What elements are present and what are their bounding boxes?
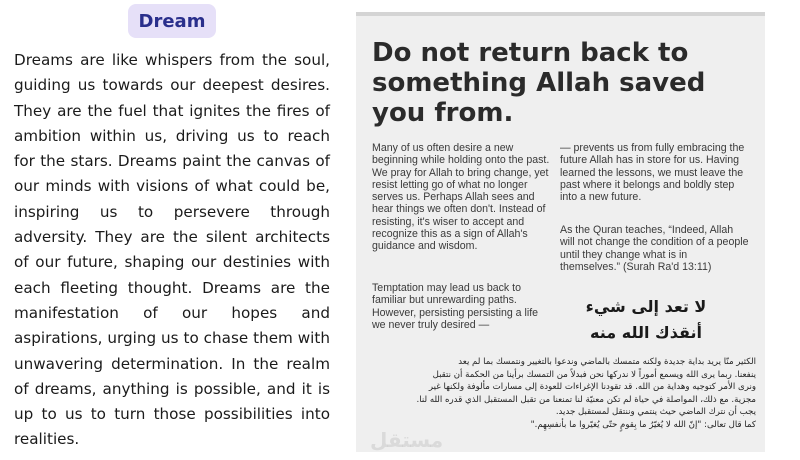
column-1-paragraph-2: [372, 282, 550, 331]
arabic-line-1: الكثير منّا يريد بداية جديدة ولكنه متمسك بالماضي وندعوا بالتغيير ونتمسك بما لم يعد: [458, 357, 756, 367]
arabic-body: [368, 356, 756, 431]
arabic-line-4: مجزية. مع ذلك، المواصلة في حياة لم تكن معنيّة لنا تمنعنا من تقبل المستقبل الذي قدره الله لنا.: [416, 394, 756, 405]
dream-paragraph: Dreams are like whispers from the soul, guiding us towards our deepest desires. They are the fuel that ignites the fires of ambition within us, driving us to reach for the stars. Dreams paint the canvas of our minds with visions of what could be, inspiring us to persevere through adversity. They are the silent architects of our future, shaping our destinies with each fleeting thought. Dreams are the manifestation of our hopes and aspirations, urging us to chase them with unwavering determination. In the realm of dreams, anything is possible, and it is up to us to turn those possibilities into realities.: [14, 51, 330, 449]
arabic-title-line-2: أنقذك الله منه: [590, 323, 702, 342]
left-panel: [0, 0, 350, 460]
article-clipping: [356, 12, 765, 452]
column-1-text-1: Many of us often desire a new beginning while holding onto the past. We pray for Allah to bring change, yet resist letting go of what no longer serves us. Perhaps Allah sees and hear things we often don't. Instead of resisting, it's wiser to accept and recognize this as a sign of Allah's guidance and wisdom.: [372, 142, 550, 253]
arabic-line-3: ونرى الأمر كتوجيه وهداية من الله. قد تقودنا الإغراءات للعودة إلى مسارات مألوفة ولكنها غير: [428, 382, 756, 392]
arabic-line-5: يجب أن نترك الماضي حيث ينتمي وننتقل لمستقبل جديد.: [555, 407, 756, 417]
column-1-paragraph-1: [372, 142, 550, 253]
clipping-edge: [356, 12, 765, 16]
column-2-text-1: — prevents us from fully embracing the future Allah has in store for us. Having learned the lessons, we must leave the past where it belongs and boldly step into a new future.: [560, 142, 745, 204]
column-2-paragraph-1: [560, 142, 750, 203]
clipping-headline: Do not return back to something Allah saved you from.: [372, 38, 706, 128]
arabic-line-6: كما قال تعالى: "إنّ الله لا يُغيّرُ ما بِقومٍ حتّى يُغيّروا ما بأنفسِهِم.": [530, 419, 756, 430]
arabic-title: [546, 294, 746, 346]
watermark: مستقل: [370, 428, 444, 452]
column-1-text-2: Temptation may lead us back to familiar but unrewarding paths. However, persisting persisting a life we never truly desired —: [372, 282, 539, 331]
dream-badge: Dream: [128, 4, 216, 38]
arabic-line-2: ينفعنا. ربما يرى الله ويسمع أموراً لا ندركها نحن فبدلاً من التمسك برأينا من الحكمة أن نتقبل: [432, 369, 756, 380]
column-2-paragraph-2: [560, 224, 750, 273]
arabic-title-line-1: لا تعد إلى شيء: [585, 297, 707, 316]
quran-quote: As the Quran teaches, “Indeed, Allah will not change the condition of a people until they change what is in themselves.” (Surah Ra'd 13:11): [560, 224, 749, 273]
